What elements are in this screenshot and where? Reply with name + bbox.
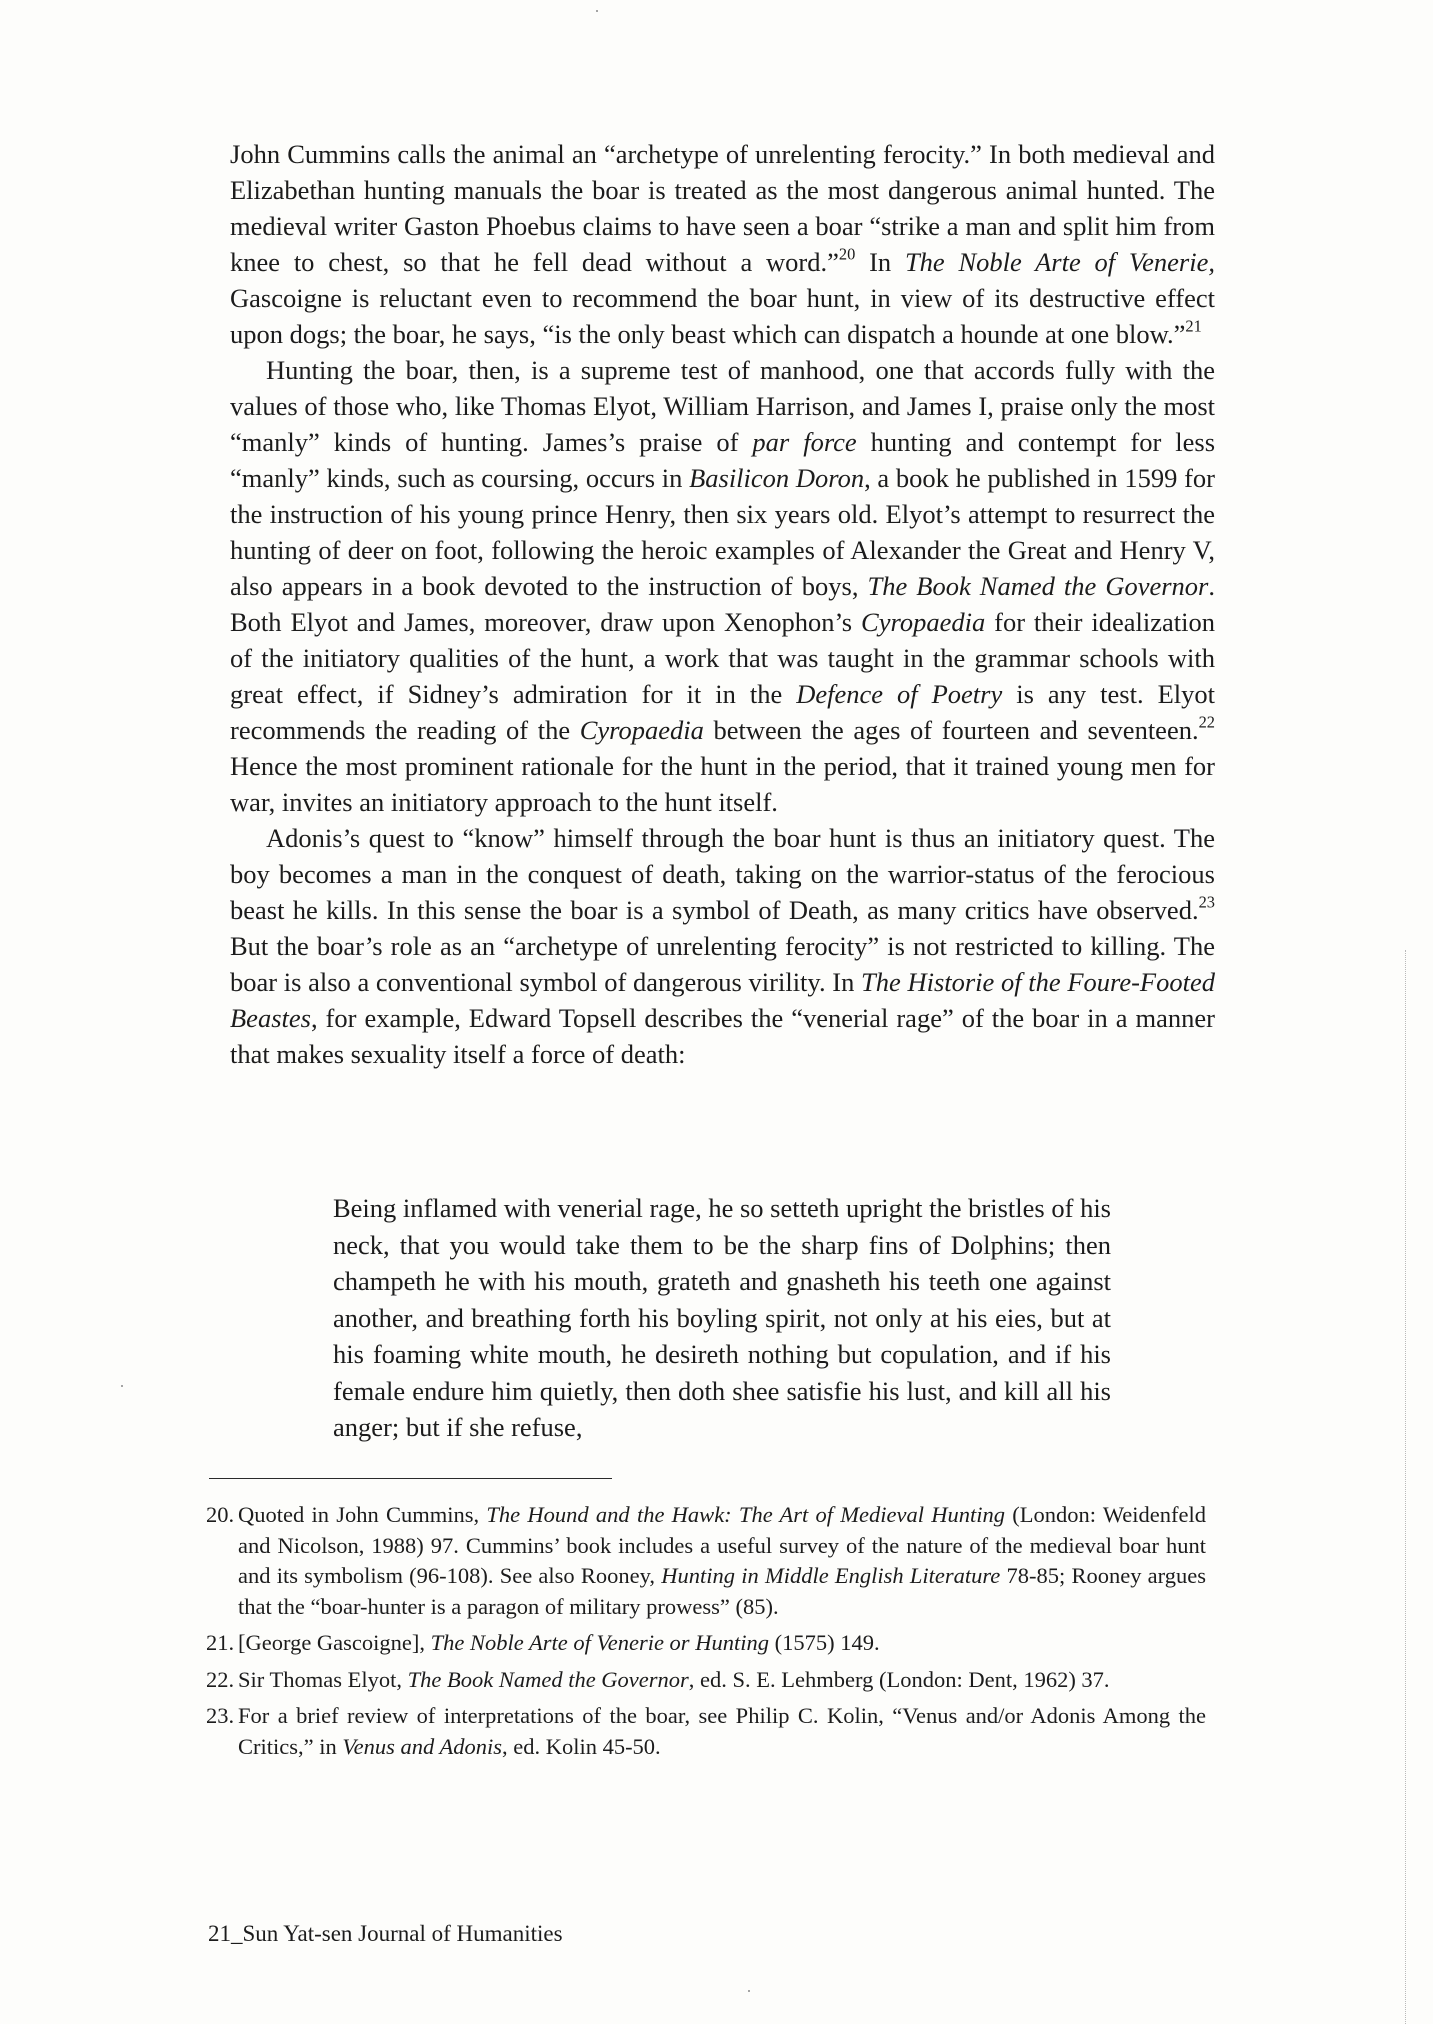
text-run: Hence the most prominent rationale for the hunt in the period, that it trained young men for war, invites an initiatory approach to the hunt itself. — [230, 751, 1215, 817]
text-run: (London: Weidenfeld and Nicolson, 1988) 97. Cummins’ book includes a useful survey of the nature of the medieval boar hunt and its symbolism (96-108). See also Rooney, — [238, 1502, 1206, 1588]
footnote-text — [238, 1628, 1206, 1659]
text-run: Quoted in John Cummins, — [238, 1502, 487, 1527]
italic-title: The Noble Arte of Venerie or Hunting — [430, 1630, 769, 1655]
text-run: is any test. Elyot recommends the reading of the — [230, 679, 1215, 745]
footnote-ref: 21 — [1185, 316, 1202, 336]
scan-edge-line — [1405, 950, 1407, 2024]
footnotes — [206, 1500, 1206, 1768]
italic-title: Defence of Poetry — [796, 679, 1003, 709]
italic-title: par force — [752, 427, 857, 457]
text-run: , a book he published in 1599 for the instruction of his young prince Henry, then six years old. Elyot’s attempt to resurrect the hunting of deer on foot, following the heroic examples of Alexander the Great and Henry V, also appears in a book devoted to the instruction of boys, — [230, 463, 1215, 601]
italic-title: The Hound and the Hawk: The Art of Medieval Hunting — [486, 1502, 1006, 1527]
text-run: , ed. S. E. Lehmberg (London: Dent, 1962) 37. — [688, 1666, 1110, 1692]
italic-title: Basilicon Doron — [689, 463, 865, 493]
italic-title: Cyropaedia — [861, 607, 986, 637]
footnote — [206, 1701, 1206, 1762]
text-run: Adonis’s quest to “know” himself through the boar hunt is thus an initiatory quest. The boy becomes a man in the conquest of death, taking on the warrior-status of the ferocious beast he kills. In this sense the boar is a symbol of Death, as many critics have observed. — [230, 823, 1215, 925]
text-run: , ed. Kolin 45-50. — [501, 1733, 661, 1759]
italic-title: The Noble Arte of Venerie, — [904, 247, 1215, 277]
text-run: For a brief review of interpretations of the boar, see Philip C. Kolin, “Venus and/or Adonis Among the Critics,” in — [238, 1703, 1206, 1759]
footnote-text — [238, 1701, 1206, 1762]
text-run: John Cummins calls the animal an “archetype of unrelenting ferocity.” In both medieval and Elizabethan hunting manuals the boar is treated as the most dangerous animal hunted. The medieval writer Gaston Phoebus claims to have seen a boar “strike a man and split him from knee to chest, so that he fell dead without a word.” — [230, 139, 1215, 277]
italic-title: The Historie of the Foure-Footed Beastes — [230, 967, 1215, 1033]
footnote-rule — [209, 1478, 612, 1479]
text-run: In — [855, 247, 905, 277]
text-run: (1575) 149. — [768, 1630, 880, 1655]
footnote-number: 23. — [206, 1703, 235, 1728]
scan-speck — [596, 10, 598, 12]
footnote — [206, 1665, 1206, 1696]
footnote-number: 20. — [206, 1502, 235, 1527]
text-run: But the boar’s role as an “archetype of unrelenting ferocity” is not restricted to killing. The boar is also a conventional symbol of dangerous virility. In — [230, 931, 1215, 997]
italic-title: Hunting in Middle English Literature — [661, 1563, 1001, 1588]
text-run: , for example, Edward Topsell describes the “venerial rage” of the boar in a manner that makes sexuality itself a force of death: — [230, 1003, 1215, 1069]
italic-title: Venus and Adonis — [342, 1733, 502, 1759]
page-footer: 21_Sun Yat-sen Journal of Humanities — [208, 1921, 563, 1946]
text-run: Hunting the boar, then, is a supreme test of manhood, one that accords fully with the values of those who, like Thomas Elyot, William Harrison, and James I, praise only the most “manly” kinds of hunting. James’s praise of — [230, 355, 1215, 457]
text-run: for their idealization of the initiatory qualities of the hunt, a work that was taught in the grammar schools with great effect, if Sidney’s admiration for it in the — [230, 607, 1216, 709]
main-text — [230, 136, 1215, 1072]
footnote-text — [238, 1500, 1206, 1622]
footnote-ref: 22 — [1198, 712, 1216, 732]
footnote — [206, 1628, 1206, 1659]
footnote-ref: 23 — [1198, 892, 1215, 912]
block-quote: Being inflamed with venerial rage, he so setteth upright the bristles of his neck, that you would take them to be the sharp fins of Dolphins; then champeth he with his mouth, grateth and gnasheth his teeth one against another, and breathing forth his boyling spirit, not only at his eies, but at his foaming white mouth, he desireth nothing but copulation, and if his female endure him quietly, then doth shee satisfie his lust, and kill all his anger; but if she refuse, — [333, 1193, 1111, 1442]
scan-speck — [748, 1990, 750, 1992]
text-run: Gascoigne is reluctant even to recommend the boar hunt, in view of its destructive effect upon dogs; the boar, he says, “is the only beast which can dispatch a hounde at one blow.” — [230, 283, 1215, 349]
text-run: between the ages of fourteen and seventeen. — [703, 715, 1199, 745]
paragraph — [230, 136, 1215, 352]
footnote-number: 21. — [206, 1630, 235, 1655]
text-run: . Both Elyot and James, moreover, draw upon Xenophon’s — [230, 571, 1215, 637]
italic-title: The Book Named the Governor — [407, 1666, 689, 1692]
paragraph — [230, 820, 1215, 1072]
scan-speck — [121, 1385, 123, 1387]
text-run: 78-85; Rooney argues that the “boar-hunter is a paragon of military prowess” (85). — [238, 1563, 1206, 1619]
italic-title: Cyropaedia — [579, 715, 704, 745]
text-run: [George Gascoigne], — [238, 1630, 431, 1655]
footnote-text — [238, 1665, 1206, 1696]
text-run: hunting and contempt for less “manly” kinds, such as coursing, occurs in — [230, 427, 1216, 493]
paragraph — [230, 352, 1215, 820]
footnote-ref: 20 — [838, 244, 856, 264]
italic-title: The Book Named the Governor — [867, 571, 1209, 601]
text-run: Sir Thomas Elyot, — [238, 1666, 408, 1692]
footnote — [206, 1500, 1206, 1622]
footnote-number: 22. — [206, 1666, 235, 1692]
